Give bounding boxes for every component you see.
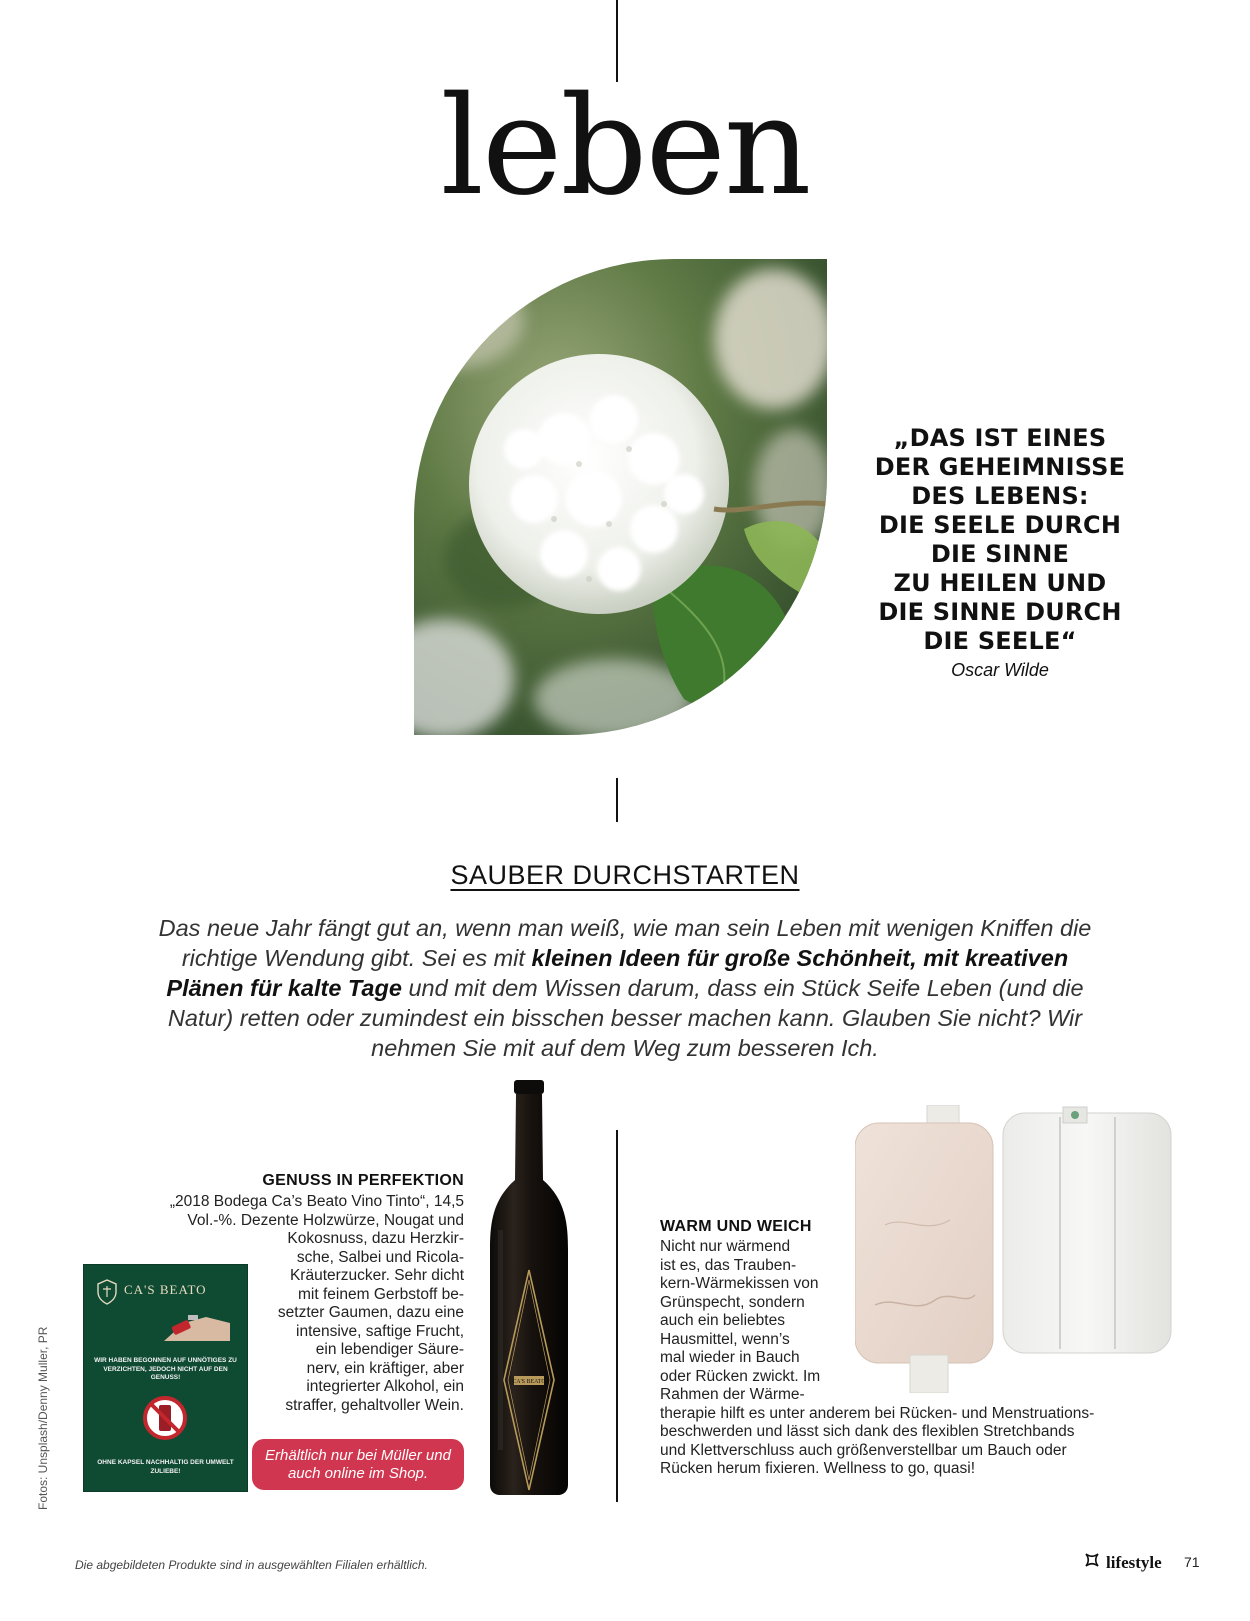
wine-text-line: sche, Salbei und Ricola- — [296, 1248, 464, 1266]
photo-credit: Fotos: Unsplash/Denny Muller, PR — [36, 1326, 50, 1510]
footer-brand — [1084, 1552, 1162, 1573]
page-heading: leben — [440, 68, 810, 226]
quote-line: DER GEHEIMNISSE — [874, 453, 1126, 481]
lifestyle-logo-icon — [1084, 1552, 1100, 1573]
wine-text-line: setzter Gaumen, dazu eine — [277, 1304, 464, 1321]
availability-badge — [252, 1439, 464, 1490]
wine-text-line: nerv, ein kräftiger, aber — [306, 1359, 464, 1377]
flower-photo — [414, 259, 827, 735]
section-title — [0, 860, 1250, 891]
warm-text-line: Grünspecht, sondern — [660, 1293, 805, 1311]
heat-cushions-photo — [855, 1105, 1175, 1393]
quote-line: „DAS IST EINES — [893, 424, 1107, 452]
box-message: WIR HABEN BEGONNEN AUF UNNÖTIGES ZU VERZICHTEN, JEDOCH NICHT AUF DEN GENUSS! — [94, 1357, 237, 1381]
wine-gift-box — [83, 1264, 248, 1492]
availability-text: Erhältlich nur bei Müller und auch online im Shop. — [265, 1446, 451, 1482]
quote-line: ZU HEILEN UND — [893, 569, 1107, 597]
quote-line: DIE SINNE — [930, 540, 1070, 568]
crest-icon — [96, 1279, 118, 1310]
warm-text-line: Nicht nur wärmend — [660, 1238, 791, 1255]
warm-text-line: und Klettverschluss auch größenverstellbar um Bauch oder — [660, 1441, 1067, 1459]
intro-paragraph — [150, 913, 1100, 1063]
wine-text-line: ein lebendiger Säure- — [315, 1341, 464, 1358]
quote-author: Oscar Wilde — [951, 660, 1049, 680]
quote-line: DIE SEELE DURCH — [878, 511, 1122, 539]
warm-text-line: Rahmen der Wärme- — [660, 1386, 805, 1403]
box-eco-message: OHNE KAPSEL NACHHALTIG DER UMWELT ZULIEBE! — [97, 1459, 234, 1475]
wine-title: GENUSS IN PERFEKTION — [262, 1172, 464, 1189]
intro-text-end: und mit dem Wissen darum, dass ein Stück Seife Leben (und die Natur) retten oder zumindest ein bisschen besser machen kann. Glauben Sie nicht? Wir nehmen Sie mit auf dem Weg zum besseren Ich. — [167, 975, 1084, 1061]
wine-text-line: intensive, saftige Frucht, — [296, 1322, 464, 1340]
warm-text-line: Rücken herum fixieren. Wellness to go, quasi! — [660, 1460, 976, 1477]
wine-text-line: Kräuterzucker. Sehr dicht — [289, 1267, 464, 1284]
warm-text-line: mal wieder in Bauch — [660, 1349, 800, 1366]
warm-text-line: kern-Wärmekissen von — [660, 1275, 819, 1292]
section-title-text: SAUBER DURCHSTARTEN — [450, 860, 800, 890]
box-brand: CA'S BEATO — [124, 1282, 207, 1297]
intro-text-bold: kleinen Ideen für große Schönheit, mit kreativen Plänen für kalte Tage — [166, 945, 1069, 1001]
quote-line: DES LEBENS: — [911, 482, 1089, 510]
warm-text-line: therapie hilft es unter anderem bei Rücken- und Menstruations- — [660, 1404, 1095, 1422]
wine-text-line: integrierter Alkohol, ein — [306, 1378, 464, 1395]
quote-line: DIE SINNE DURCH — [878, 598, 1122, 626]
corkscrew-hand-icon — [144, 1311, 234, 1345]
no-capsule-icon — [142, 1395, 188, 1446]
warm-text-line: auch ein beliebtes — [660, 1312, 785, 1329]
footer-brand-text: lifestyle — [1106, 1552, 1162, 1572]
warm-text-line: oder Rücken zwickt. Im — [660, 1367, 821, 1385]
column-divider-line — [616, 1130, 618, 1502]
wine-text-line: straffer, gehaltvoller Wein. — [285, 1396, 464, 1414]
intro-text-start: Das neue Jahr fängt gut an, wenn man weiß, wie man sein Leben mit wenigen Kniffen die richtige Wendung gibt. Sei es mit — [158, 915, 1092, 971]
middle-divider-line — [616, 778, 618, 822]
pull-quote — [840, 424, 1160, 656]
warm-product-header — [660, 1218, 860, 1236]
warm-text-line: beschwerden und lässt sich dank des flexiblen Stretchbands — [660, 1423, 1075, 1440]
bottle-label: CA'S BEATO — [512, 1379, 546, 1385]
flower-illustration — [414, 259, 827, 735]
quote-line: DIE SEELE“ — [923, 627, 1077, 655]
wine-text-line: „2018 Bodega Ca’s Beato Vino Tinto“, 14,5 — [169, 1193, 464, 1210]
wine-bottle — [490, 1080, 568, 1495]
wine-text-line: mit feinem Gerbstoff be- — [298, 1285, 464, 1303]
warm-title: WARM UND WEICH — [660, 1218, 812, 1235]
footer-note: Die abgebildeten Produkte sind in ausgewählten Filialen erhältlich. — [75, 1558, 428, 1572]
wine-text-line: Kokosnuss, dazu Herzkir- — [287, 1230, 464, 1247]
warm-text-line: Hausmittel, wenn’s — [660, 1330, 790, 1348]
warm-text-line: ist es, das Trauben- — [660, 1256, 797, 1274]
page-number: 71 — [1184, 1554, 1200, 1570]
wine-text-line: Vol.-%. Dezente Holzwürze, Nougat und — [187, 1211, 464, 1229]
